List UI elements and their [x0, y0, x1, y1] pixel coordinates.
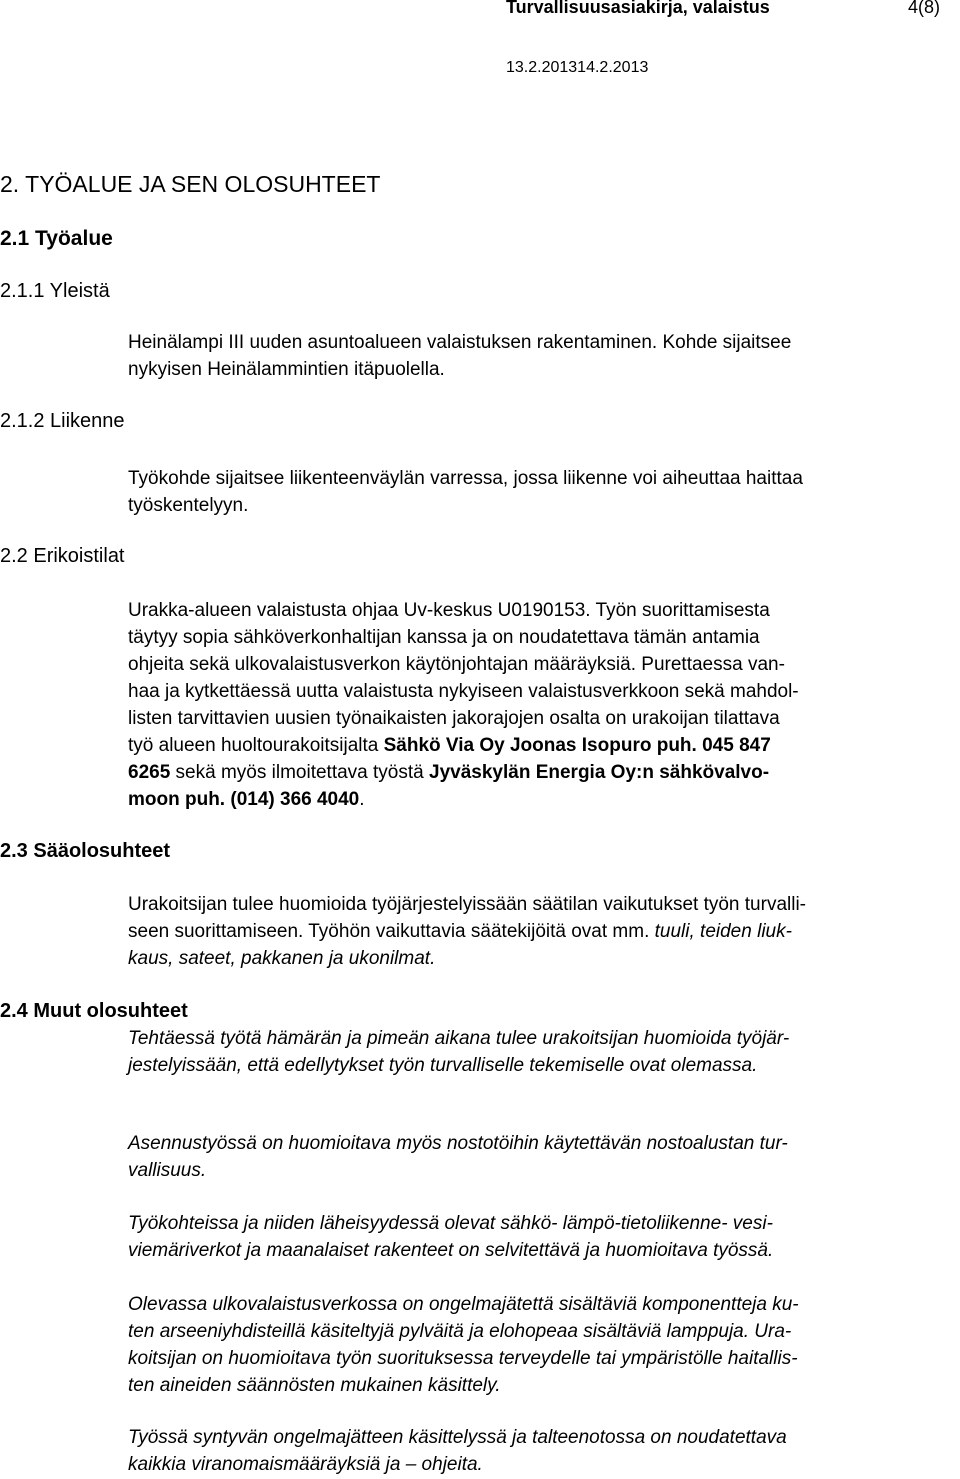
text-line: Työkohde sijaitsee liikenteenväylän varressa, jossa liikenne voi aiheuttaa haittaa	[128, 468, 803, 489]
paragraph-saa	[128, 891, 960, 972]
text-line: Asennustyössä on huomioitava myös nostotöihin käytettävän nostoalustan tur-	[128, 1133, 788, 1154]
text-line: jestelyissään, että edellytykset työn turvalliselle tekemiselle ovat olemassa.	[128, 1055, 758, 1076]
page-number: 4(8)	[908, 0, 941, 17]
subsection-heading-2-1-1: 2.1.1 Yleistä	[0, 280, 110, 302]
section-heading: 2. TYÖALUE JA SEN OLOSUHTEET	[0, 171, 381, 197]
document-title: Turvallisuusasiakirja, valaistus	[506, 0, 770, 17]
subsection-heading-2-1-2: 2.1.2 Liikenne	[0, 410, 125, 432]
text-line: ohjeita sekä ulkovalaistusverkon käytönjohtajan määräyksiä. Purettaessa van-	[128, 654, 785, 675]
paragraph-muut-3	[128, 1210, 960, 1264]
subsection-heading-2-2: 2.2 Erikoistilat	[0, 545, 125, 567]
text-line: Olevassa ulkovalaistusverkossa on ongelmajätettä sisältäviä komponentteja ku-	[128, 1294, 799, 1315]
text-line	[128, 759, 960, 786]
text-line: kaikkia viranomaismääräyksiä ja – ohjeita.	[128, 1454, 483, 1475]
text-line: Urakka-alueen valaistusta ohjaa Uv-keskus U0190153. Työn suorittamisesta	[128, 600, 770, 621]
text-line	[128, 918, 960, 945]
paragraph-erikoistilat	[128, 597, 960, 813]
paragraph-muut-1	[128, 1025, 960, 1079]
text-line: täytyy sopia sähköverkonhaltijan kanssa ja on noudatettava tämän antamia	[128, 627, 760, 648]
text-line: nykyisen Heinälammintien itäpuolella.	[128, 359, 445, 380]
text-line: listen tarvittavien uusien työnaikaisten jakorajojen osalta on urakoijan tilattava	[128, 708, 780, 729]
text-line	[128, 732, 960, 759]
paragraph-muut-2	[128, 1130, 960, 1184]
text-line: Työssä syntyvän ongelmajätteen käsittelyssä ja talteenotossa on noudatettava	[128, 1427, 787, 1448]
text-line: koitsijan on huomioitava työn suorituksessa terveydelle tai ympäristölle haitallis-	[128, 1348, 798, 1369]
text-line: kaus, sateet, pakkanen ja ukonilmat.	[128, 948, 436, 969]
subsection-heading-2-3: 2.3 Sääolosuhteet	[0, 840, 171, 862]
subsection-heading-2-1: 2.1 Työalue	[0, 227, 113, 250]
text-fragment: .	[359, 789, 365, 810]
paragraph-liikenne	[128, 465, 960, 519]
contractor-phone-end: 6265	[128, 762, 171, 783]
energy-company-phone: moon puh. (014) 366 4040	[128, 789, 360, 810]
subsection-heading-2-4: 2.4 Muut olosuhteet	[0, 1000, 188, 1022]
text-line: haa ja kytkettäessä uutta valaistusta nykyiseen valaistusverkkoon sekä mahdol-	[128, 681, 799, 702]
text-line: Urakoitsijan tulee huomioida työjärjestelyissään säätilan vaikutukset työn turvalli-	[128, 894, 806, 915]
text-line: Työkohteissa ja niiden läheisyydessä olevat sähkö- lämpö-tietoliikenne- vesi-	[128, 1213, 773, 1234]
text-fragment-italic: tuuli, teiden liuk-	[654, 921, 792, 942]
text-line: Heinälampi III uuden asuntoalueen valaistuksen rakentaminen. Kohde sijaitsee	[128, 332, 792, 353]
text-fragment: sekä myös ilmoitettava työstä	[170, 762, 429, 783]
paragraph-muut-4	[128, 1291, 960, 1399]
text-line: ten aineiden säännösten mukainen käsittely.	[128, 1375, 501, 1396]
energy-company: Jyväskylän Energia Oy:n sähkövalvo-	[429, 762, 770, 783]
text-fragment: seen suorittamiseen. Työhön vaikuttavia säätekijöitä ovat mm.	[128, 921, 655, 942]
text-line: työskentelyyn.	[128, 495, 249, 516]
paragraph-yleista	[128, 329, 960, 383]
text-line: vallisuus.	[128, 1160, 207, 1181]
text-line	[128, 786, 960, 813]
contractor-contact: Sähkö Via Oy Joonas Isopuro puh. 045 847	[383, 735, 771, 756]
text-line: ten arseeniyhdisteillä käsiteltyjä pylväitä ja elohopeaa sisältäviä lamppuja. Ura-	[128, 1321, 792, 1342]
paragraph-muut-5	[128, 1424, 960, 1478]
document-date: 13.2.201314.2.2013	[506, 59, 649, 76]
text-line: viemäriverkot ja maanalaiset rakenteet on selvitettävä ja huomioitava työssä.	[128, 1240, 774, 1261]
text-line: Tehtäessä työtä hämärän ja pimeän aikana tulee urakoitsijan huomioida työjär-	[128, 1028, 790, 1049]
text-fragment: työ alueen huoltourakoitsijalta	[128, 735, 384, 756]
